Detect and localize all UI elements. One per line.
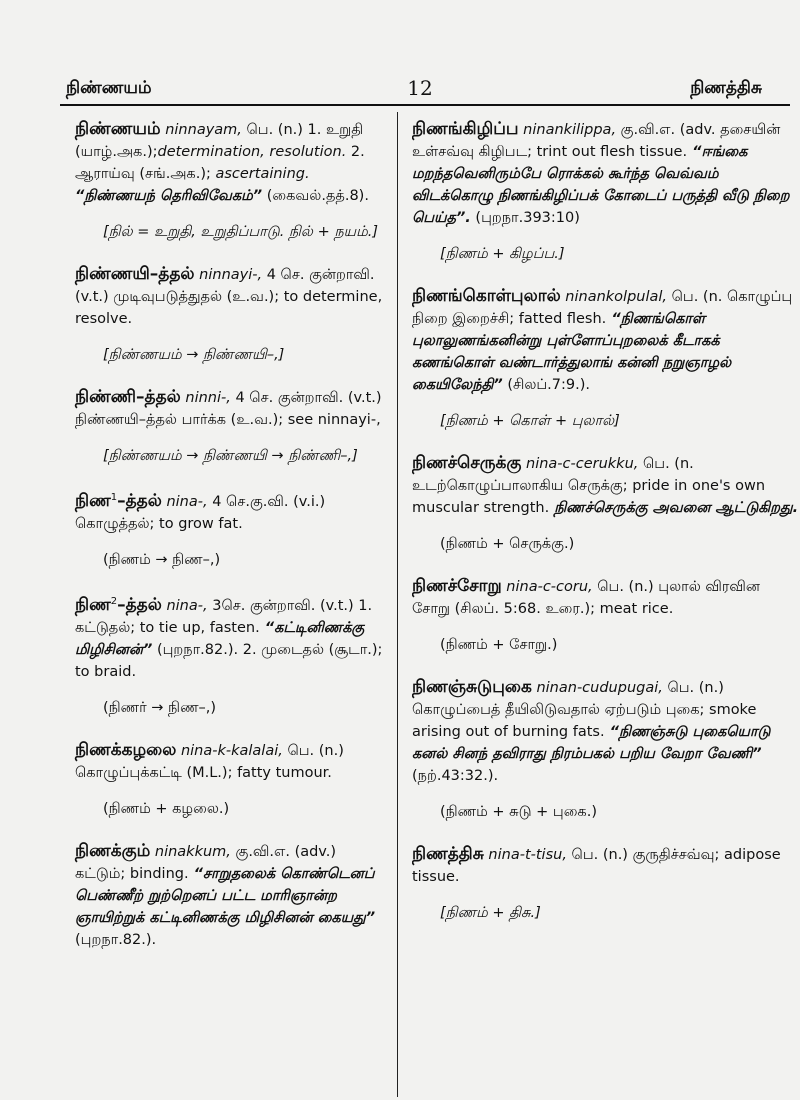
transliteration: ninakkum, [150,843,231,860]
transliteration: ninnayi-, [194,267,263,283]
transliteration: ninankolpulal, [560,289,668,305]
quotation: “நிண்ணயந் தெரிவிவேகம்” [75,188,263,204]
definition: தசையின் உள்சவ்வு கிழிபட; trint out flesh tissue. [412,122,781,160]
headword: நிண [75,594,111,615]
left-column [75,118,388,971]
part-of-speech: பெ. (n.) [592,579,659,595]
etymology: (நிணம் + கழலை.) [103,800,230,817]
part-of-speech: பெ. (n. [638,456,694,472]
part-of-speech: 4 செ.கு.வி. (v.i.) [207,493,326,510]
part-of-speech: பெ. (n.) [662,680,724,696]
entry-ninattisu [412,843,800,924]
entry-ninakkum [75,840,388,951]
transliteration: nina-c-cerukku, [521,456,639,472]
transliteration: nina-t-tisu, [483,847,567,863]
etymology: (நிணம் + சுடு + புகை.) [440,804,597,820]
etymology: [நிணம் + திசு.] [440,905,541,921]
definition: கொழுப்பைத் தீயிலிடுவதால் ஏற்படும் புகை; smoke arising out of burning fats. [412,702,757,740]
definition: 1. உறுதி (யாழ்.அக.); [75,122,364,160]
part-of-speech: 4 செ. குன்றாவி. [230,390,344,406]
column-divider [397,112,398,1097]
etymology: (நிணம் → நிண–,) [103,551,221,568]
etymology: (நிணர் → நிண–,) [103,699,217,716]
entry-ninaccerukku [412,452,800,555]
source-ref: (நற்.43:32.). [412,768,499,784]
entry-ninankolpulal [412,285,800,432]
etymology: [நிணம் + கிழப்ப.] [440,246,565,262]
headword: நிணத்திசு [412,844,484,864]
headword: நிணச்சோறு [412,576,502,596]
entry-ninnayam [75,118,388,243]
headword: நிணங்கிழிப்ப [412,119,519,139]
headword: நிணக்கழலை [75,739,177,760]
page-number: 12 [407,76,433,100]
definition: (v.t.) நிண்ணயி–த்தல் பார்க்க (உ.வ.); see ninnayi-, [75,390,382,428]
source-ref: (புறநா.82.). 2. முடைதல் (சூடா.); to braid. [75,641,383,680]
transliteration: ninni-, [180,390,231,406]
quotation: “சாறுதலைக் கொண்டெனப் பெண்ணீற் றுற்றெனப் பட்ட மாரிஞான்ற ஞாயிற்றுக் கட்டினிணக்கு மிழிசினன் கையது” [75,865,376,926]
example-sentence: நிணச்செருக்கு அவனை ஆட்டுகிறது. [549,500,799,516]
homograph-number: 1 [110,492,118,503]
definition: கொழுத்தல்; to grow fat. [75,515,243,532]
entry-nina-1 [75,487,388,571]
transliteration: nina-, [161,493,208,510]
header-rule [60,104,790,106]
part-of-speech: 3செ. குன்றாவி. (v.t.) [207,597,354,614]
part-of-speech: பெ. (n.) [241,122,308,138]
right-column [412,118,800,944]
definition: 1. கட்டுதல்; to tie up, fasten. [75,597,373,636]
transliteration: nina-k-kalalai, [176,742,283,759]
quotation: “நிணங்கொள் புலாலுணங்கனின்று புள்ளோப்புறலைக் கீடாகக் கணங்கொள் வண்டார்த்துலாங் கன்னி நறுஞாழல் கையிலேந்தி” [412,311,732,393]
transliteration: nina-c-coru, [501,579,593,595]
header-right-word: நிணத்திசு [690,78,762,98]
english-gloss: determination, resolution. [157,144,347,160]
etymology: (நிணம் + சோறு.) [440,637,558,653]
part-of-speech: கு.வி.எ. (adv.) [230,843,337,860]
etymology: (நிணம் + செருக்கு.) [440,536,575,552]
page-header [60,70,780,106]
english-gloss-2: ascertaining. [215,166,310,182]
entry-ninakkalalai [75,739,388,820]
headword-suffix: –த்தல் [117,594,162,615]
part-of-speech: பெ. (n. [667,289,723,305]
headword: நிணங்கொள்புலால் [412,286,561,306]
definition: (v.t.) முடிவுபடுத்துதல் (உ.வ.); to determine, resolve. [75,289,383,327]
definition: உடற்கொழுப்பாலாகிய செருக்கு; pride in one's own muscular strength. [412,478,766,516]
header-left-word: நிண்ணயம் [66,78,152,98]
definition: கட்டும்; binding. [75,865,189,882]
entry-ninaccoru [412,575,800,656]
definition: கொழுப்புக்கட்டி (M.L.); fatty tumour. [75,764,332,781]
definition: புலால் விரவின சோறு (சிலப். 5:68. உரை.); meat rice. [412,579,760,617]
transliteration: ninan-cudupugai, [531,680,663,696]
source-ref: (புறநா.82.). [75,931,157,948]
definition-2: 2. ஆராய்வு (சங்.அக.); [75,144,365,182]
source-ref: (சிலப்.7:9.). [502,377,591,393]
part-of-speech: 4 செ. குன்றாவி. [262,267,375,283]
transliteration: ninnayam, [160,122,242,138]
definition: குருதிச்சவ்வு; adipose tissue. [412,847,781,885]
homograph-number: 2 [110,595,118,607]
entry-ninnayi [75,263,388,366]
part-of-speech: பெ. (n.) [566,847,633,863]
headword: நிணஞ்சுடுபுகை [412,677,532,697]
entry-ninancudupugai [412,676,800,823]
definition: கொழுப்பு நிறை இறைச்சி; fatted flesh. [412,289,793,327]
entry-ninankilippa [412,118,800,265]
headword: நிணக்கும் [75,840,151,861]
source-ref: (புறநா.393:10) [470,210,580,226]
quotation: “கட்டினிணக்கு மிழிசினன்” [75,619,365,658]
etymology: [நிணம் + கொள் + புலால்] [440,413,620,429]
part-of-speech: கு.வி.எ. (adv. [616,122,716,138]
headword: நிண [75,490,111,511]
etymology: [நில் = உறுதி, உறுதிப்பாடு. நில் + நயம்.] [103,224,378,240]
entry-nina-2 [75,591,388,719]
etymology: [நிண்ணயம் → நிண்ணயி–,] [103,347,285,363]
headword-suffix: –த்தல் [117,490,162,511]
entry-ninni [75,386,388,467]
etymology: [நிண்ணயம் → நிண்ணயி → நிண்ணி–,] [103,448,358,464]
quotation: “நிணஞ்சுடு புகையொடு கனல் சினந் தவிராது நிரம்பகல் பறிய வேறா வேணி” [412,724,771,762]
quotation: “ஈங்கை மறந்தவெனிரும்பே ரொக்கல் கூர்ந்த வெவ்வம் விடக்கொழு நிணங்கிழிப்பக் கோடைப் பருத்தி வீடு நிறை பெய்த”. [412,144,790,226]
headword: நிண்ணயி–த்தல் [75,264,195,284]
transliteration: nina-, [161,597,208,614]
headword: நிண்ணி–த்தல் [75,387,181,407]
part-of-speech: பெ. (n.) [282,742,344,759]
source-ref: (கைவல்.தத்.8). [262,188,369,204]
headword: நிணச்செருக்கு [412,453,522,473]
transliteration: ninankilippa, [518,122,617,138]
headword: நிண்ணயம் [75,119,161,139]
